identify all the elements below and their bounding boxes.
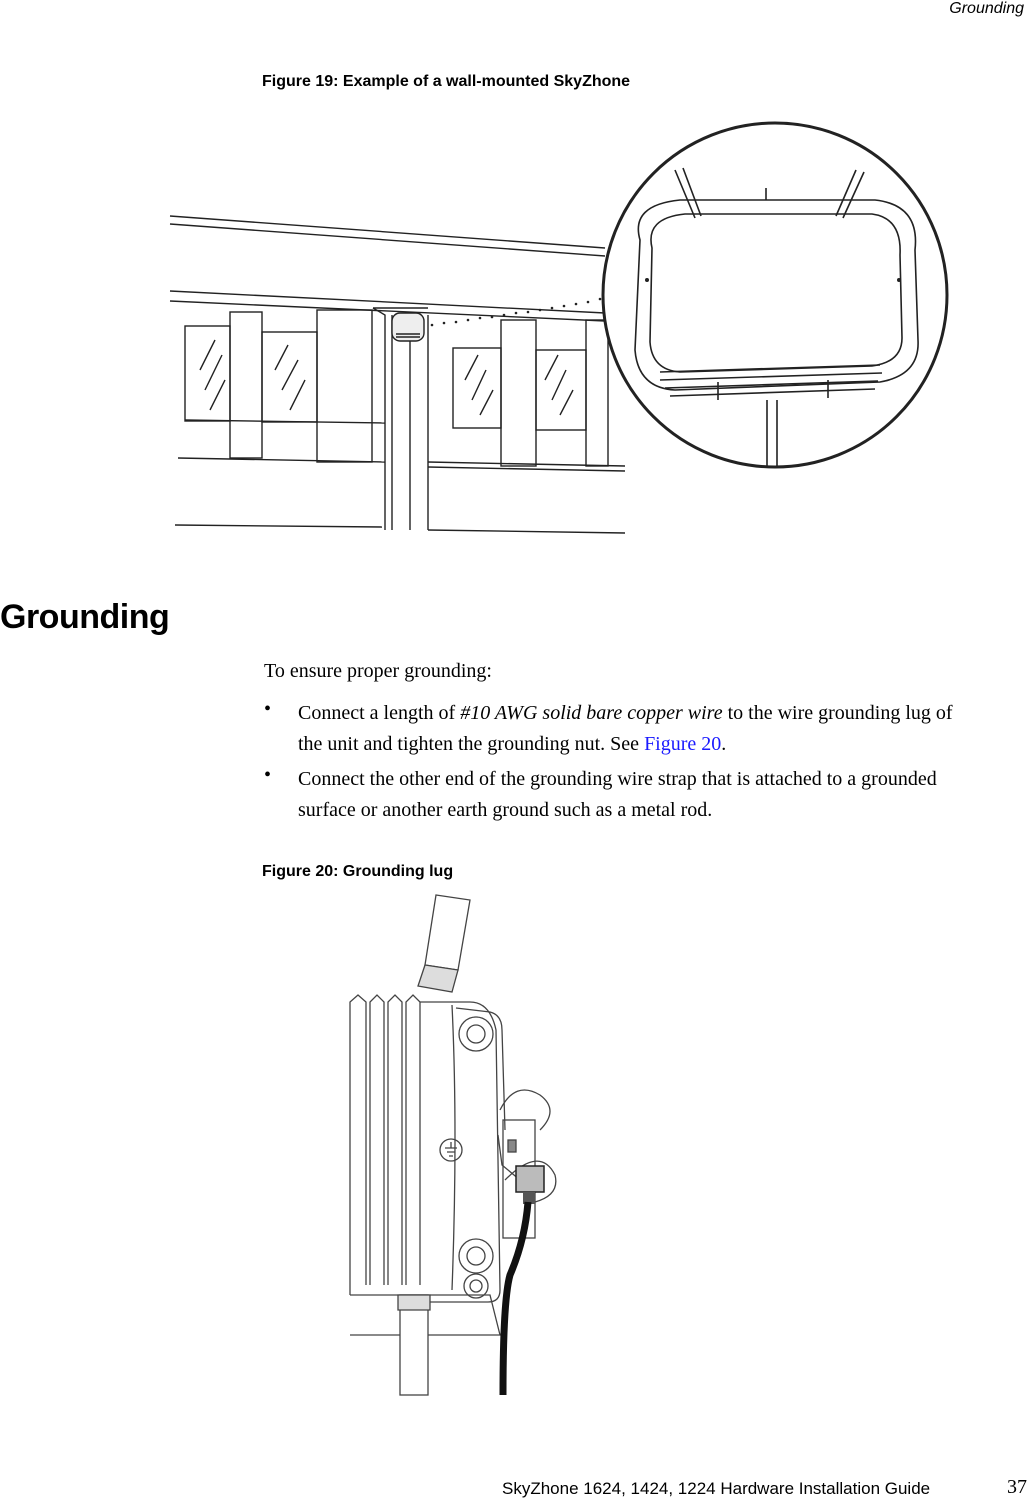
footer-guide-title: SkyZhone 1624, 1424, 1224 Hardware Installation Guide — [502, 1479, 931, 1498]
bullet-item-1 — [298, 698, 978, 760]
figure-19-caption: Figure 19: Example of a wall-mounted SkyZhone — [262, 73, 631, 90]
bullet-1-emphasis: #10 AWG solid bare copper wire — [460, 702, 723, 724]
bullet-1-pre: Connect a length of — [298, 702, 461, 724]
page-number: 37 — [1007, 1476, 1027, 1498]
running-header: Grounding — [949, 0, 1024, 17]
wall-mounted-skyzhone-illustration — [160, 110, 960, 540]
bullet-item-2: Connect the other end of the grounding wire strap that is attached to a grounded surface or another earth ground such as a metal rod. — [298, 768, 937, 821]
section-title: Grounding — [0, 598, 170, 636]
grounding-lug-illustration — [340, 890, 580, 1400]
bullet-symbol: • — [264, 764, 272, 786]
bullet-1-mid: to the wire grounding lug of the unit and tighten the grounding nut. See — [298, 702, 953, 755]
bullet-1-post: . — [721, 733, 727, 755]
figure-20-link[interactable]: Figure 20 — [644, 733, 722, 755]
figure-20-caption: Figure 20: Grounding lug — [262, 863, 454, 880]
intro-text: To ensure proper grounding: — [264, 660, 492, 682]
bullet-symbol: • — [264, 698, 272, 720]
